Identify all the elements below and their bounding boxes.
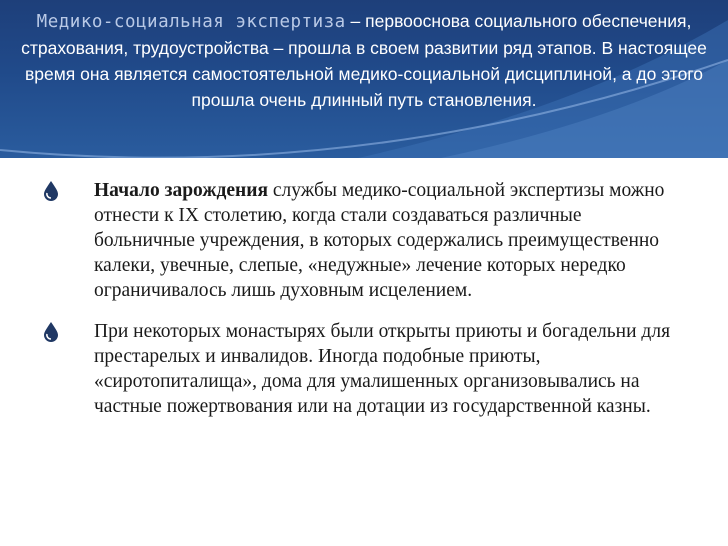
bullet-item-2 (42, 319, 682, 419)
title-lead: Медико-социальная экспертиза (36, 12, 346, 32)
bullet-1-bold: Начало зарождения (94, 180, 268, 201)
slide-header (0, 0, 728, 158)
title-rest: – первооснова социального обеспечения, страхования, трудоустройства – прошла в своем развитии ряд этапов. В настоящее время она является самостоятельной медико-социальной дисциплиной, а до этого прошла очень длинный путь становления. (21, 11, 707, 110)
droplet-bullet-icon (42, 321, 60, 343)
droplet-bullet-icon (42, 180, 60, 202)
slide-title (0, 8, 728, 113)
bullet-2-text: При некоторых монастырях были открыты приюты и богадельни для престарелых и инвалидов. Иногда подобные приюты, «сиротопиталища», дома для умалишенных организовывались на частные пожертвования или на дотации из государственной казны. (94, 321, 671, 417)
bullet-1-text: службы медико-социальной экспертизы можно отнести к IX столетию, когда стали создаваться различные больничные учреждения, в которых содержались преимущественно калеки, увечные, слепые, «недужные» лечение которых нередко ограничивалось лишь духовным исцелением. (94, 180, 665, 301)
slide-body (42, 178, 682, 435)
bullet-item-1 (42, 178, 682, 303)
